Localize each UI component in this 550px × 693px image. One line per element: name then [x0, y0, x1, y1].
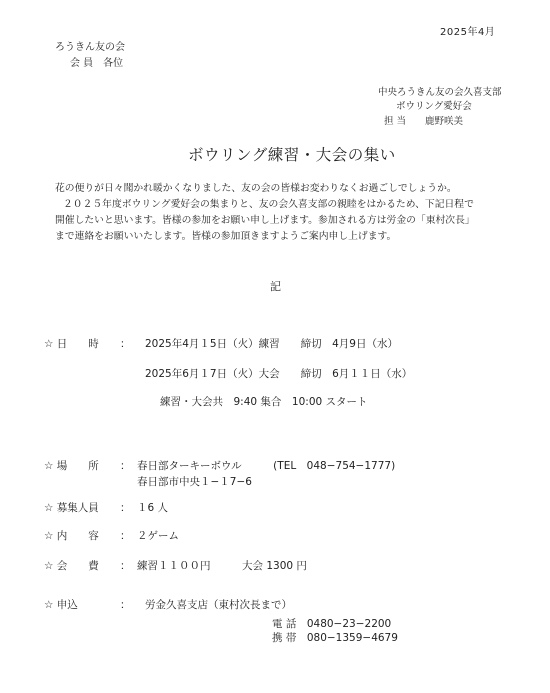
fee-label: ☆ 会 費 — [44, 560, 99, 572]
count-label: ☆ 募集人員 — [44, 502, 99, 514]
fee-colon: ： — [120, 560, 131, 572]
document-title: ボウリング練習・大会の集い — [188, 146, 396, 164]
mobile-number: 携 帯 080−1359−4679 — [272, 632, 398, 644]
place-label: ☆ 場 所 — [44, 460, 99, 472]
date-label: ☆ 日 時 — [44, 338, 99, 350]
sender-branch: 中央ろうきん友の会久喜支部 — [378, 87, 502, 98]
count-colon: ： — [120, 502, 131, 514]
recipient-org: ろうきん友の会 — [55, 42, 125, 53]
fee-value: 練習１１００円 大会 1300 円 — [137, 560, 307, 572]
count-value: １6 人 — [137, 502, 169, 514]
ki-heading: 記 — [270, 280, 281, 293]
date-line-2: 2025年6月１7日（火）大会 締切 6月１１日（水） — [145, 368, 413, 380]
sender-person: 担 当 鹿野咲美 — [384, 116, 464, 127]
content-colon: ： — [120, 530, 131, 542]
issue-date: 2025年4月 — [440, 27, 496, 38]
place-line-1: 春日部ターキーボウル (TEL 048−754−1777) — [137, 460, 396, 472]
content-value: ２ゲーム — [137, 530, 179, 542]
date-colon: ： — [120, 338, 131, 350]
content-label: ☆ 内 容 — [44, 530, 99, 542]
apply-label: ☆ 申込 — [44, 599, 78, 611]
body-line: まで連絡をお願いいたします。皆様の参加頂きますようご案内申し上げます。 — [55, 231, 397, 242]
apply-value: 労金久喜支店（東村次長まで） — [145, 599, 292, 611]
body-line: ２０２５年度ボウリング愛好会の集まりと、友の会久喜支部の親睦をはかるため、下記日程で — [63, 199, 474, 210]
body-line: 花の便りが日々聞かれ暖かくなりました、友の会の皆様お変わりなくお過ごしでしょうか。 — [55, 183, 457, 194]
body-line: 開催したいと思います。皆様の参加をお願い申し上げます。参加される方は労金の「東村次長」 — [55, 215, 475, 226]
date-line-3: 練習・大会共 9:40 集合 10:00 スタート — [160, 396, 368, 408]
place-colon: ： — [120, 460, 131, 472]
place-line-2: 春日部市中央１−１7−6 — [137, 476, 252, 488]
phone-number: 電 話 0480−23−2200 — [272, 618, 392, 630]
sender-club: ボウリング愛好会 — [396, 101, 472, 112]
recipient-members: 会 員 各位 — [70, 58, 124, 69]
apply-colon: ： — [120, 599, 131, 611]
date-line-1: 2025年4月１5日（火）練習 締切 4月9日（水） — [145, 338, 398, 350]
